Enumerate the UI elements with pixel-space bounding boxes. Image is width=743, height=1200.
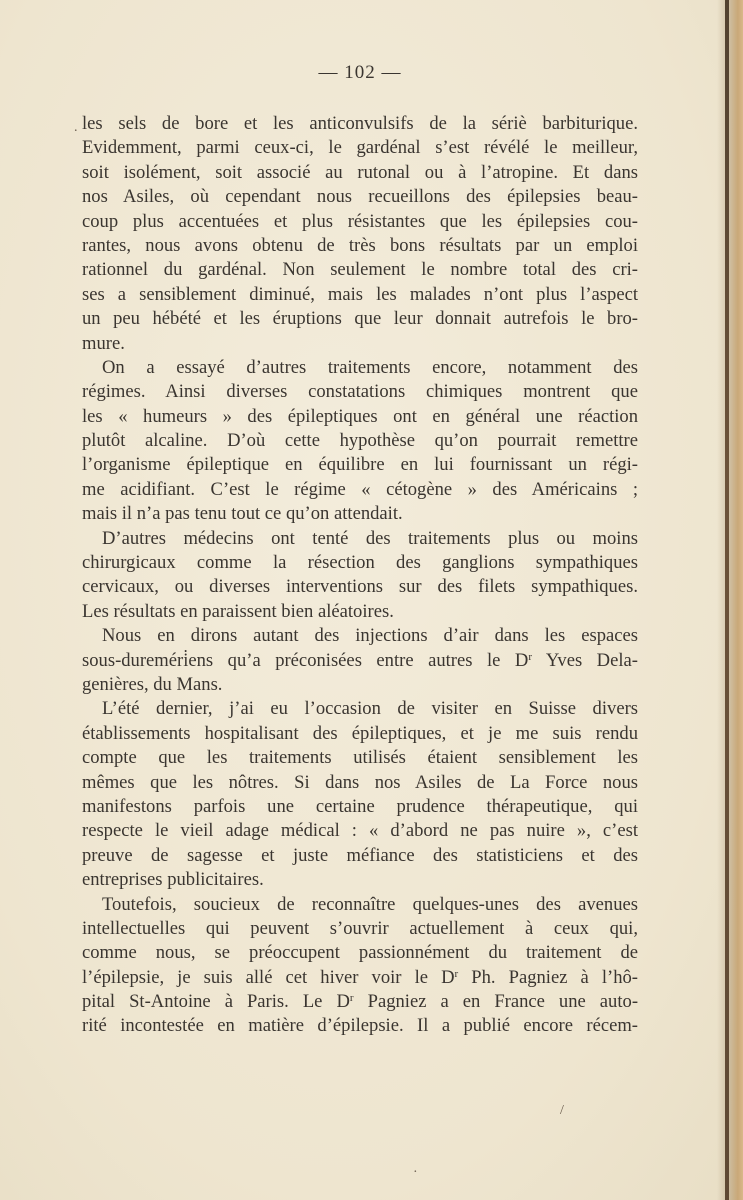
text-fragment: l’épilepsie, je suis allé cet hiver voir le: [82, 966, 428, 988]
text-line: les sels de bore et les anticonvulsifs de la sériè barbiturique.: [82, 113, 638, 134]
margin-mark: ·: [413, 1165, 418, 1180]
text-line: Les résultats en paraissent bien aléatoires.: [82, 600, 394, 622]
text-fragment: sous-dureméri̇ens qu’a préconisées entre autres le: [82, 649, 501, 671]
text-line: les « humeurs » des épileptiques ont en général une réaction: [82, 405, 638, 427]
text-line: respecte le vieil adage médical : « d’abord ne pas nuire », c’est: [82, 820, 638, 842]
text-line: Evidemment, parmi ceux-ci, le gardénal s’est révélé le meilleur,: [82, 137, 638, 159]
text-line: un peu hébété et les éruptions que leur donnait autrefois le bro-: [82, 308, 638, 330]
text-line: l’organisme épileptique en équilibre en lui fournissant un régi-: [82, 454, 638, 476]
doctor-abbrev: $D^r$: [514, 649, 533, 671]
text-line: plutôt alcaline. D’où cette hypothèse qu’on pourrait remettre: [82, 430, 638, 452]
text-fragment: Yves Dela-: [545, 649, 638, 671]
body-text: [82, 112, 638, 1039]
text-line: [82, 990, 638, 1014]
text-line: régimes. Ainsi diverses constatations chimiques montrent que: [82, 381, 638, 403]
text-line: rantes, nous avons obtenu de très bons résultats par un emploi: [82, 234, 638, 256]
text-line: rité incontestée en matière d’épilepsie. Il a publié encore récem-: [82, 1015, 638, 1037]
text-line: soit isolément, soit associé au rutonal ou à l’atropine. Et dans: [82, 161, 638, 183]
text-line: entreprises publicitaires.: [82, 869, 264, 891]
text-line: D’autres médecins ont tenté des traitements plus ou moins: [102, 527, 638, 549]
text-line: mêmes que les nôtres. Si dans nos Asiles de La Force nous: [82, 771, 638, 793]
page-number: — 102 —: [318, 62, 402, 83]
text-line: compte que les traitements utilisés étaient sensiblement les: [82, 747, 638, 769]
text-fragment: Ph. Pagniez à l’hô-: [471, 966, 639, 988]
text-line: nos Asiles, où cependant nous recueillons des épilepsies beau-: [82, 186, 638, 208]
text-fragment: pital St-Antoine à Paris. Le: [82, 991, 323, 1013]
text-line: chirurgicaux comme la résection des ganglions sympathiques: [82, 552, 638, 574]
text-line: comme nous, se préoccupent passionnément du traitement de: [82, 942, 638, 964]
text-line: L’été dernier, j’ai eu l’occasion de visiter en Suisse divers: [102, 698, 638, 720]
text-line: genières, du Mans.: [82, 673, 223, 695]
text-line: On a essayé d’autres traitements encore, notamment des: [102, 356, 638, 378]
text-fragment: Pagniez a en France une auto-: [367, 991, 639, 1013]
text-line: ses a sensiblement diminué, mais les malades n’ont plus l’aspect: [82, 283, 638, 305]
text-line: manifestons parfois une certaine prudence thérapeutique, qui: [82, 795, 638, 817]
margin-mark: .: [74, 120, 78, 135]
text-line: cervicaux, ou diverses interventions sur des filets sympathiques.: [82, 576, 638, 598]
text-line: [82, 966, 638, 990]
text-line: rationnel du gardénal. Non seulement le nombre total des cri-: [82, 259, 638, 281]
text-line: [82, 649, 638, 673]
text-line: Toutefois, soucieux de reconnaître quelques-unes des avenues: [102, 893, 638, 915]
text-line: Nous en dirons autant des injections d’air dans les espaces: [102, 625, 638, 647]
text-line: preuve de sagesse et juste méfiance des statisticiens et des: [82, 844, 638, 866]
page-edge-shadow: [717, 0, 743, 1200]
book-spine-edge: [725, 0, 729, 1200]
text-line: établissements hospitalisant des épileptiques, et je me suis rendu: [82, 722, 638, 744]
text-line: coup plus accentuées et plus résistantes que les épilepsies cou-: [82, 210, 638, 232]
text-line: mure.: [82, 332, 125, 354]
text-line: me acidifiant. C’est le régime « cétogène » des Américains ;: [82, 478, 638, 500]
doctor-abbrev: $D^r$: [441, 966, 459, 988]
text-line: intellectuelles qui peuvent s’ouvrir actuellement à ceux qui,: [82, 917, 638, 939]
doctor-abbrev: $D^r$: [336, 991, 354, 1013]
text-line: mais il n’a pas tenu tout ce qu’on attendait.: [82, 503, 403, 525]
margin-mark: /: [560, 1103, 564, 1118]
